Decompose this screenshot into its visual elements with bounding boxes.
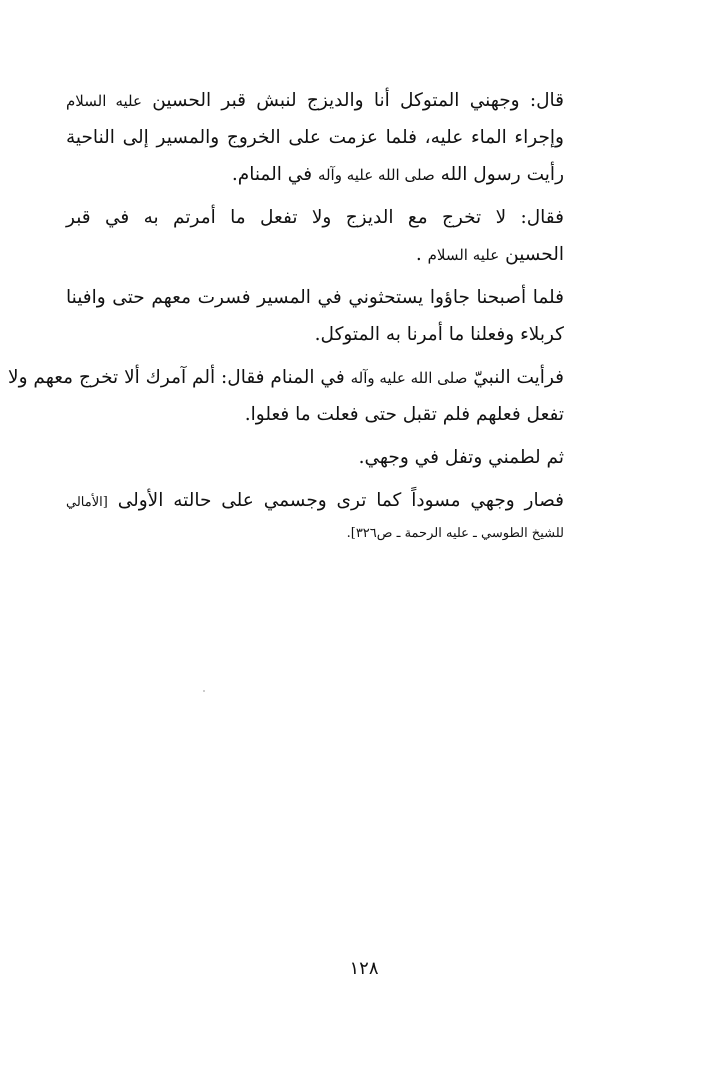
text: ثم لطمني وتفل في وجهي. <box>358 447 564 468</box>
text: في المنام. <box>231 164 313 185</box>
text: في المنام فقال: ألم آمرك ألا تخرج معهم ولا <box>8 367 345 388</box>
paragraph-2-line-1 <box>66 199 564 236</box>
reference-citation-start: [الأمالي <box>66 495 108 510</box>
text: . <box>415 244 422 265</box>
honorific-salawat: صلى الله عليه وآله <box>350 369 468 387</box>
text: وإجراء الماء عليه، فلما عزمت على الخروج والمسير إلى الناحية <box>66 127 564 148</box>
text: فرأيت النبيّ <box>473 367 564 388</box>
honorific-salawat: صلى الله عليه وآله <box>317 166 435 184</box>
text: تفعل فعلهم فلم تقبل حتى فعلت ما فعلوا. <box>244 404 564 425</box>
text: رأيت رسول الله <box>440 164 564 185</box>
paragraph-2-line-2 <box>66 236 564 273</box>
text: قال: وجهني المتوكل أنا والديزج لنبش قبر الحسين <box>152 90 564 111</box>
paragraph-1-line-3 <box>66 156 564 193</box>
page-number: ١٢٨ <box>349 958 379 979</box>
honorific-alayhi-salam: عليه السلام <box>427 246 500 264</box>
text: فصار وجهي مسوداً كما ترى وجسمي على حالته الأولى <box>117 490 565 511</box>
text: فقال: لا تخرج مع الديزج ولا تفعل ما أمرتم به في قبر <box>66 207 564 228</box>
paragraph-1-line-1 <box>66 82 564 119</box>
page-body <box>8 82 565 549</box>
reference-citation: للشيخ الطوسي ـ عليه الرحمة ـ ص٣٢٦]. <box>346 526 564 541</box>
speck-mark <box>203 690 205 692</box>
text: الحسين <box>505 244 564 265</box>
paragraph-4-line-2 <box>66 396 564 433</box>
paragraph-6-line-2 <box>66 519 564 549</box>
paragraph-5-line-1 <box>66 439 564 476</box>
text: فلما أصبحنا جاؤوا يستحثوني في المسير فسرت معهم حتى وافينا <box>66 287 564 308</box>
paragraph-4-line-1 <box>8 359 564 396</box>
paragraph-1-line-2 <box>66 119 564 156</box>
paragraph-3-line-1 <box>66 279 564 316</box>
paragraph-3-line-2 <box>66 316 564 353</box>
text: كربلاء وفعلنا ما أمرنا به المتوكل. <box>314 324 564 345</box>
honorific-alayhi-salam: عليه السلام <box>66 92 142 110</box>
paragraph-6-line-1 <box>66 482 564 519</box>
